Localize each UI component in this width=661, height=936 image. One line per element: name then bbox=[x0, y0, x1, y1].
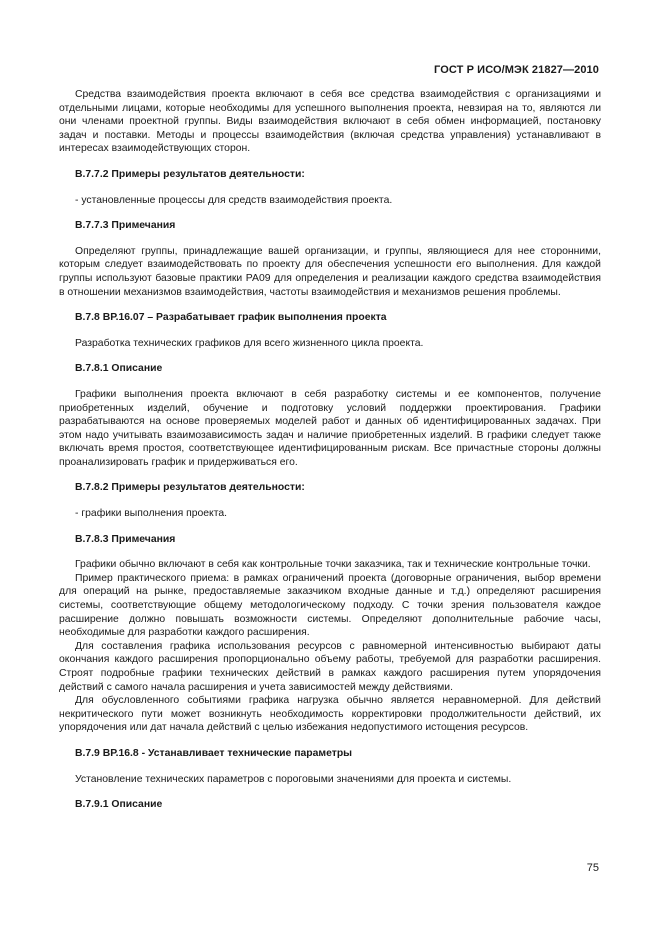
paragraph: Графики выполнения проекта включают в себя разработку системы и ее компонентов, получение приобретенных изделий, обучение и подготовку условий поддержки проектирования. Графики разрабатываются на основе проверяемых моделей работ и данных об идентифицированных задачах. При этом надо учитывать взаимозависимость задач и наличие приобретенных изделий. В графики следует также включать время простоя, соответствующее идентифицированным рискам. Все причастные стороны должны проанализировать график и придерживаться его. bbox=[59, 388, 601, 468]
section-heading: В.7.7.3 Примечания bbox=[75, 220, 176, 232]
section-heading: В.7.8.3 Примечания bbox=[75, 533, 176, 545]
paragraph: Пример практического приема: в рамках ограничений проекта (договорные ограничения, выбор времени для операций на рынке, предоставляемые заказчиком входные данные и т.д.) определяют расширения системы, соответствующие общему методологическому подходу. С точки зрения пользователя каждое расширение должно повышать возможности системы. Определяют дополнительные рабочие часы, необходимые для разработки каждого расширения. bbox=[59, 572, 601, 639]
section-heading: В.7.8.2 Примеры результатов деятельности: bbox=[75, 482, 305, 494]
list-item: - установленные процессы для средств взаимодействия проекта. bbox=[75, 194, 393, 206]
paragraph: Разработка технических графиков для всего жизненного цикла проекта. bbox=[75, 337, 424, 349]
paragraph: Для составления графика использования ресурсов с равномерной интенсивностью выбирают даты окончания каждого расширения пропорционально объему работы, требуемой для разработки расширения. Строят подробные графики технических действий в рамках каждого расширения путем упорядочения действий с самого начала расширения и учета зависимостей между действиями. bbox=[59, 640, 601, 693]
paragraph: Средства взаимодействия проекта включают в себя все средства взаимодействия с организациями и отдельными лицами, которые необходимы для успешного выполнения проекта, невзирая на то, являются ли они членами проектной группы. Виды взаимодействия включают в себя обмен информацией, постановку задач и поставки. Методы и процессы взаимодействия (включая средства управления) устанавливают в интересах взаимодействующих сторон. bbox=[59, 89, 601, 155]
page-number: 75 bbox=[586, 862, 599, 875]
document-id-header: ГОСТ Р ИСО/МЭК 21827—2010 bbox=[434, 64, 599, 76]
section-heading: В.7.8 ВР.16.07 – Разрабатывает график выполнения проекта bbox=[75, 312, 387, 324]
section-heading: В.7.9 ВР.16.8 - Устанавливает технические параметры bbox=[75, 747, 353, 759]
paragraph: Графики обычно включают в себя как контрольные точки заказчика, так и технические контрольные точки. bbox=[75, 559, 591, 571]
paragraph: Для обусловленного событиями графика нагрузка обычно является неравномерной. Для действий некритического пути может возникнуть необходимость корректировки продолжительности действий, их упорядочения или дат начала действий с целью избежания недопустимого истощения ресурсов. bbox=[59, 695, 601, 734]
page-content bbox=[59, 78, 601, 812]
section-heading: В.7.8.1 Описание bbox=[75, 363, 163, 375]
paragraph: Определяют группы, принадлежащие вашей организации, и группы, являющиеся для нее сторонними, которым следует взаимодействовать по проекту для обеспечения успешности его выполнения. Для каждой группы используют базовые практики РА09 для определения и реализации каждого средства взаимодействия в отношении механизмов взаимодействия, частоты взаимодействия и механизмов решения проблемы. bbox=[59, 245, 601, 298]
section-heading: В.7.9.1 Описание bbox=[75, 799, 163, 811]
list-item: - графики выполнения проекта. bbox=[75, 508, 228, 520]
section-heading: В.7.7.2 Примеры результатов деятельности: bbox=[75, 168, 305, 180]
paragraph: Установление технических параметров с пороговыми значениями для проекта и системы. bbox=[75, 773, 512, 785]
